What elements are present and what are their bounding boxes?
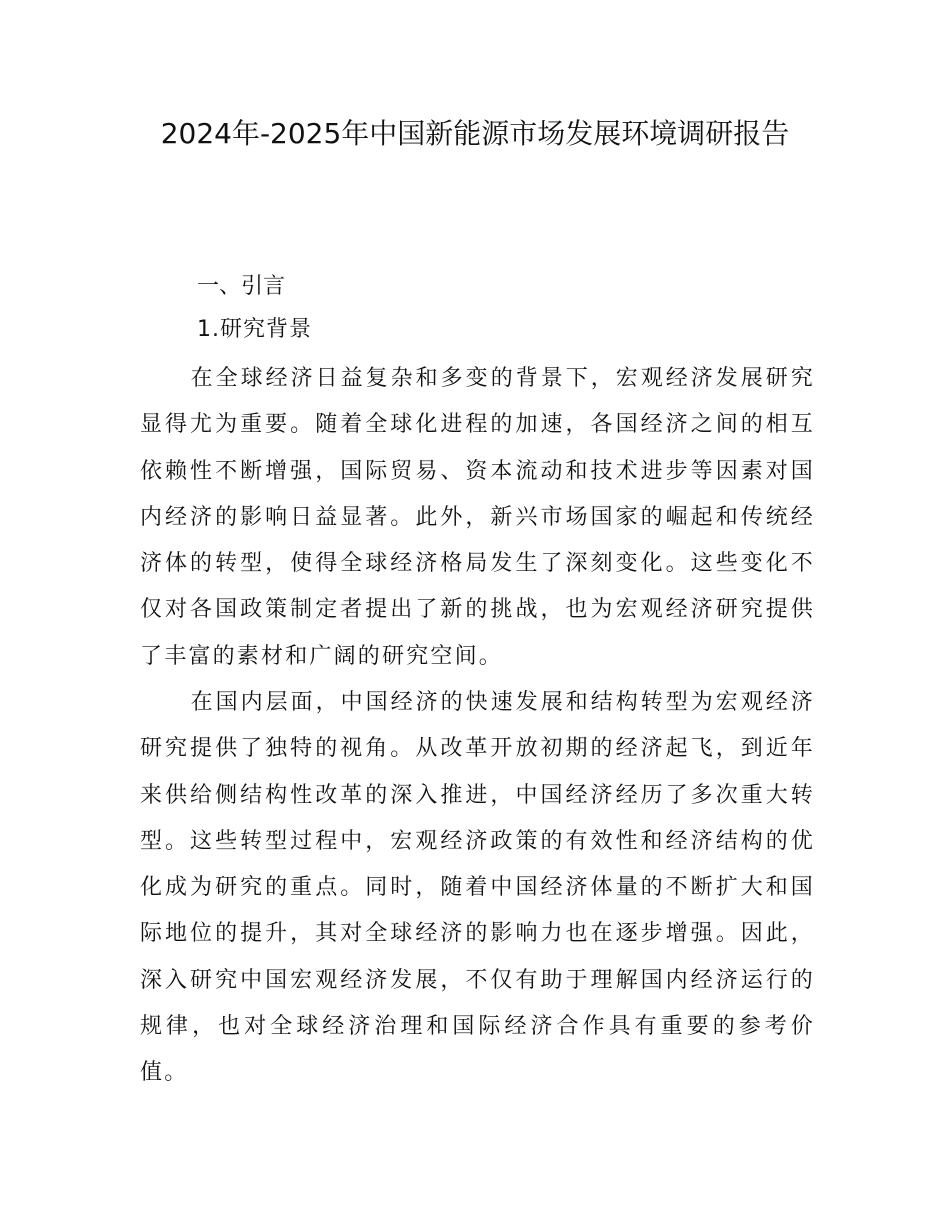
sub-heading: 1.研究背景 — [197, 317, 312, 342]
body-paragraph: 在全球经济日益复杂和多变的背景下，宏观经济发展研究显得尤为重要。随着全球化进程的加速，各国经济之间的相互依赖性不断增强，国际贸易、资本流动和技术进步等因素对国内经济的影响日益显著。此外，新兴市场国家的崛起和传统经济体的转型，使得全球经济格局发生了深刻变化。这些变化不仅对各国政策制定者提出了新的挑战，也为宏观经济研究提供了丰富的素材和广阔的研究空间。 — [140, 366, 815, 669]
section-heading: 一、引言 — [197, 274, 286, 299]
body-paragraph: 在国内层面，中国经济的快速发展和结构转型为宏观经济研究提供了独特的视角。从改革开放初期的经济起飞，到近年来供给侧结构性改革的深入推进，中国经济经历了多次重大转型。这些转型过程中，宏观经济政策的有效性和经济结构的优化成为研究的重点。同时，随着中国经济体量的不断扩大和国际地位的提升，其对全球经济的影响力也在逐步增强。因此，深入研究中国宏观经济发展，不仅有助于理解国内经济运行的规律，也对全球经济治理和国际经济合作具有重要的参考价值。 — [140, 690, 815, 1086]
document-title: 2024年-2025年中国新能源市场发展环境调研报告 — [160, 117, 790, 150]
